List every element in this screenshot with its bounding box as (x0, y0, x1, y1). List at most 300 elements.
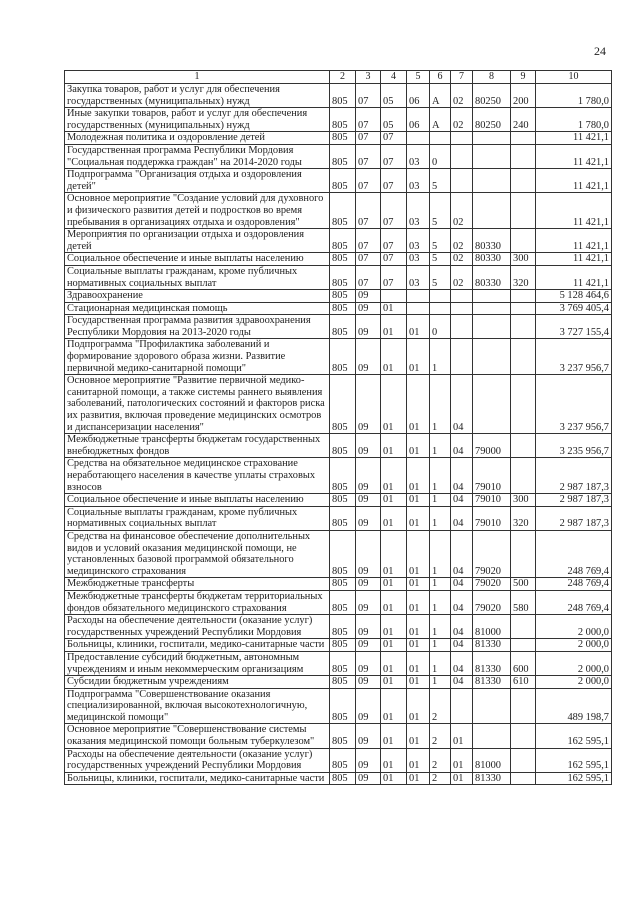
row-section: 07 (356, 169, 381, 193)
row-section: 09 (356, 339, 381, 375)
row-name: Межбюджетные трансферты бюджетам государственных внебюджетных фондов (65, 434, 330, 458)
row-expense-type (511, 339, 536, 375)
row-direction: 80330 (473, 265, 511, 289)
row-activity (451, 144, 473, 168)
row-ministry-code: 805 (330, 315, 356, 339)
table-row (65, 530, 612, 577)
row-section: 09 (356, 530, 381, 577)
row-section: 07 (356, 265, 381, 289)
row-name: Средства на обязательное медицинское страхование неработающего населения в качестве уплаты страховых взносов (65, 458, 330, 494)
column-header-3: 3 (356, 71, 381, 84)
row-subsection: 07 (381, 132, 407, 145)
row-name: Предоставление субсидий бюджетным, автономным учреждениям и иным некоммерческим организациям (65, 651, 330, 675)
row-name: Стационарная медицинская помощь (65, 302, 330, 315)
row-expense-type (511, 748, 536, 772)
row-subsection: 05 (381, 84, 407, 108)
row-subprogram: 5 (430, 265, 451, 289)
table-row (65, 676, 612, 689)
row-ministry-code: 805 (330, 265, 356, 289)
table-row (65, 506, 612, 530)
row-ministry-code: 805 (330, 494, 356, 507)
row-program: 01 (407, 434, 430, 458)
row-program: 01 (407, 639, 430, 652)
row-name: Средства на финансовое обеспечение дополнительных видов и условий оказания медицинской помощи, не установленных базовой программой обязательного медицинского страхования (65, 530, 330, 577)
row-subsection: 01 (381, 458, 407, 494)
row-expense-type (511, 290, 536, 303)
row-subprogram: 2 (430, 688, 451, 724)
budget-table (64, 70, 612, 785)
row-activity: 04 (451, 375, 473, 434)
row-direction (473, 144, 511, 168)
row-ministry-code: 805 (330, 724, 356, 748)
row-subprogram (430, 290, 451, 303)
row-subprogram: 0 (430, 144, 451, 168)
page-number: 24 (594, 44, 606, 58)
row-subprogram: 2 (430, 772, 451, 785)
row-subprogram: 1 (430, 434, 451, 458)
table-row (65, 724, 612, 748)
row-name: Основное мероприятие "Развитие первичной медико-санитарной помощи, а также системы раннего выявления заболеваний, патологических состояний и факторов риска их развития, включая проведение медицинских осмотров и диспансеризации населения" (65, 375, 330, 434)
row-amount: 1 780,0 (536, 84, 612, 108)
row-amount: 248 769,4 (536, 578, 612, 591)
row-ministry-code: 805 (330, 676, 356, 689)
row-section: 07 (356, 253, 381, 266)
row-activity: 02 (451, 108, 473, 132)
row-subprogram: 2 (430, 724, 451, 748)
row-subsection: 01 (381, 724, 407, 748)
row-direction (473, 688, 511, 724)
row-name: Иные закупки товаров, работ и услуг для обеспечения государственных (муниципальных) нужд (65, 108, 330, 132)
row-activity: 02 (451, 193, 473, 229)
table-row (65, 253, 612, 266)
row-expense-type (511, 434, 536, 458)
row-direction: 81330 (473, 651, 511, 675)
row-subsection: 07 (381, 193, 407, 229)
row-expense-type (511, 132, 536, 145)
row-direction: 79010 (473, 458, 511, 494)
table-row (65, 229, 612, 253)
row-ministry-code: 805 (330, 132, 356, 145)
row-program: 01 (407, 375, 430, 434)
row-subprogram: 1 (430, 615, 451, 639)
row-ministry-code: 805 (330, 688, 356, 724)
table-row (65, 132, 612, 145)
row-amount: 3 235 956,7 (536, 434, 612, 458)
row-name: Расходы на обеспечение деятельности (оказание услуг) государственных учреждений Республики Мордовия (65, 748, 330, 772)
table-row (65, 748, 612, 772)
row-program: 06 (407, 108, 430, 132)
row-name: Здравоохранение (65, 290, 330, 303)
row-name: Мероприятия по организации отдыха и оздоровления детей (65, 229, 330, 253)
row-amount: 11 421,1 (536, 132, 612, 145)
row-subsection: 05 (381, 108, 407, 132)
row-expense-type (511, 772, 536, 785)
row-direction (473, 193, 511, 229)
row-direction: 80250 (473, 84, 511, 108)
row-direction (473, 290, 511, 303)
row-expense-type (511, 169, 536, 193)
row-expense-type (511, 458, 536, 494)
row-subprogram: 2 (430, 748, 451, 772)
row-name: Молодежная политика и оздоровление детей (65, 132, 330, 145)
row-ministry-code: 805 (330, 651, 356, 675)
header-row (65, 71, 612, 84)
row-subprogram: 1 (430, 506, 451, 530)
row-subprogram (430, 132, 451, 145)
row-ministry-code: 805 (330, 290, 356, 303)
row-ministry-code: 805 (330, 578, 356, 591)
row-direction: 79000 (473, 434, 511, 458)
row-amount: 2 987 187,3 (536, 458, 612, 494)
row-activity (451, 169, 473, 193)
row-direction (473, 132, 511, 145)
row-subsection: 01 (381, 506, 407, 530)
row-program: 01 (407, 651, 430, 675)
row-expense-type (511, 315, 536, 339)
row-subsection: 01 (381, 772, 407, 785)
row-amount: 3 237 956,7 (536, 375, 612, 434)
row-program (407, 290, 430, 303)
row-activity (451, 339, 473, 375)
row-subprogram: 1 (430, 676, 451, 689)
row-direction (473, 339, 511, 375)
row-direction (473, 375, 511, 434)
row-amount: 11 421,1 (536, 229, 612, 253)
row-program: 01 (407, 590, 430, 614)
row-name: Межбюджетные трансферты (65, 578, 330, 591)
row-activity: 04 (451, 506, 473, 530)
table-row (65, 375, 612, 434)
column-header-9: 9 (511, 71, 536, 84)
row-section: 09 (356, 724, 381, 748)
row-direction: 81330 (473, 676, 511, 689)
row-subprogram: 1 (430, 578, 451, 591)
row-ministry-code: 805 (330, 772, 356, 785)
row-name: Государственная программа Республики Мордовия "Социальная поддержка граждан" на 2014-2020 годы (65, 144, 330, 168)
row-activity (451, 315, 473, 339)
row-program: 01 (407, 494, 430, 507)
row-amount: 11 421,1 (536, 193, 612, 229)
row-section: 07 (356, 108, 381, 132)
table-row (65, 315, 612, 339)
row-amount: 2 000,0 (536, 639, 612, 652)
row-activity: 04 (451, 530, 473, 577)
row-subprogram: А (430, 84, 451, 108)
row-subsection (381, 290, 407, 303)
table-row (65, 688, 612, 724)
row-direction: 79010 (473, 506, 511, 530)
column-header-4: 4 (381, 71, 407, 84)
row-name: Расходы на обеспечение деятельности (оказание услуг) государственных учреждений Республики Мордовия (65, 615, 330, 639)
row-program: 01 (407, 315, 430, 339)
row-program: 01 (407, 688, 430, 724)
row-subsection: 07 (381, 253, 407, 266)
row-subsection: 07 (381, 265, 407, 289)
row-direction: 80250 (473, 108, 511, 132)
row-amount: 248 769,4 (536, 530, 612, 577)
row-name: Социальное обеспечение и иные выплаты населению (65, 494, 330, 507)
row-section: 09 (356, 434, 381, 458)
table-row (65, 169, 612, 193)
row-activity: 04 (451, 578, 473, 591)
row-subsection: 01 (381, 639, 407, 652)
row-ministry-code: 805 (330, 229, 356, 253)
row-subsection: 01 (381, 615, 407, 639)
row-subsection: 01 (381, 339, 407, 375)
row-amount: 2 000,0 (536, 676, 612, 689)
row-program: 01 (407, 724, 430, 748)
row-name: Субсидии бюджетным учреждениям (65, 676, 330, 689)
row-subprogram: 1 (430, 339, 451, 375)
row-activity: 01 (451, 772, 473, 785)
row-subprogram (430, 302, 451, 315)
row-direction (473, 315, 511, 339)
row-subprogram: 1 (430, 530, 451, 577)
row-program: 01 (407, 615, 430, 639)
row-expense-type: 320 (511, 506, 536, 530)
row-amount: 489 198,7 (536, 688, 612, 724)
row-expense-type: 500 (511, 578, 536, 591)
row-direction: 79020 (473, 590, 511, 614)
row-ministry-code: 805 (330, 506, 356, 530)
row-activity: 04 (451, 590, 473, 614)
row-expense-type: 580 (511, 590, 536, 614)
row-section: 09 (356, 506, 381, 530)
table-row (65, 590, 612, 614)
row-section: 09 (356, 639, 381, 652)
row-activity: 04 (451, 639, 473, 652)
row-section: 07 (356, 193, 381, 229)
row-section: 09 (356, 315, 381, 339)
row-direction: 80330 (473, 253, 511, 266)
row-section: 07 (356, 229, 381, 253)
row-name: Подпрограмма "Организация отдыха и оздоровления детей" (65, 169, 330, 193)
row-ministry-code: 805 (330, 253, 356, 266)
row-activity: 02 (451, 253, 473, 266)
row-subprogram: 1 (430, 458, 451, 494)
row-activity: 01 (451, 748, 473, 772)
row-direction: 81330 (473, 639, 511, 652)
column-header-10: 10 (536, 71, 612, 84)
row-subprogram: 0 (430, 315, 451, 339)
row-name: Государственная программа развития здравоохранения Республики Мордовия на 2013-2020 годы (65, 315, 330, 339)
row-subsection: 07 (381, 169, 407, 193)
row-program: 01 (407, 748, 430, 772)
row-activity: 04 (451, 494, 473, 507)
row-direction: 81000 (473, 615, 511, 639)
row-name: Больницы, клиники, госпитали, медико-санитарные части (65, 639, 330, 652)
row-program: 03 (407, 229, 430, 253)
table-row (65, 434, 612, 458)
row-name: Межбюджетные трансферты бюджетам территориальных фондов обязательного медицинского страхования (65, 590, 330, 614)
row-activity: 04 (451, 676, 473, 689)
row-program: 01 (407, 530, 430, 577)
row-program: 01 (407, 506, 430, 530)
row-section: 09 (356, 590, 381, 614)
row-activity: 01 (451, 724, 473, 748)
row-subprogram: 1 (430, 494, 451, 507)
row-subprogram: 5 (430, 229, 451, 253)
row-direction: 81000 (473, 748, 511, 772)
row-subsection: 01 (381, 590, 407, 614)
row-ministry-code: 805 (330, 339, 356, 375)
row-subsection: 01 (381, 651, 407, 675)
row-program: 03 (407, 253, 430, 266)
row-program (407, 302, 430, 315)
table-row (65, 290, 612, 303)
row-program: 01 (407, 578, 430, 591)
row-ministry-code: 805 (330, 375, 356, 434)
table-row (65, 615, 612, 639)
row-amount: 5 128 464,6 (536, 290, 612, 303)
table-row (65, 193, 612, 229)
row-ministry-code: 805 (330, 108, 356, 132)
row-section: 07 (356, 144, 381, 168)
row-subprogram: 5 (430, 193, 451, 229)
row-subprogram: 5 (430, 169, 451, 193)
row-section: 09 (356, 676, 381, 689)
row-amount: 162 595,1 (536, 748, 612, 772)
row-program: 03 (407, 265, 430, 289)
row-expense-type (511, 530, 536, 577)
row-subsection: 01 (381, 375, 407, 434)
row-activity: 02 (451, 229, 473, 253)
table-row (65, 84, 612, 108)
row-subprogram: А (430, 108, 451, 132)
row-activity (451, 302, 473, 315)
row-amount: 2 000,0 (536, 615, 612, 639)
row-expense-type: 300 (511, 253, 536, 266)
table-row (65, 108, 612, 132)
row-activity (451, 688, 473, 724)
column-header-5: 5 (407, 71, 430, 84)
row-subsection: 01 (381, 494, 407, 507)
row-ministry-code: 805 (330, 144, 356, 168)
row-ministry-code: 805 (330, 639, 356, 652)
row-program: 01 (407, 772, 430, 785)
row-amount: 11 421,1 (536, 265, 612, 289)
row-ministry-code: 805 (330, 615, 356, 639)
row-ministry-code: 805 (330, 169, 356, 193)
column-header-8: 8 (473, 71, 511, 84)
row-name: Подпрограмма "Профилактика заболеваний и формирование здорового образа жизни. Развитие первичной медико-санитарной помощи" (65, 339, 330, 375)
row-amount: 3 237 956,7 (536, 339, 612, 375)
row-activity (451, 290, 473, 303)
row-section: 09 (356, 688, 381, 724)
row-ministry-code: 805 (330, 590, 356, 614)
row-activity (451, 132, 473, 145)
row-section: 09 (356, 578, 381, 591)
row-amount: 162 595,1 (536, 724, 612, 748)
row-activity: 04 (451, 651, 473, 675)
row-direction (473, 302, 511, 315)
table-row (65, 458, 612, 494)
row-subsection: 01 (381, 748, 407, 772)
table-row (65, 772, 612, 785)
table-row (65, 144, 612, 168)
row-direction (473, 169, 511, 193)
row-section: 09 (356, 458, 381, 494)
row-ministry-code: 805 (330, 84, 356, 108)
column-header-2: 2 (330, 71, 356, 84)
row-section: 09 (356, 748, 381, 772)
row-expense-type (511, 193, 536, 229)
row-section: 09 (356, 494, 381, 507)
row-program: 03 (407, 193, 430, 229)
row-section: 09 (356, 615, 381, 639)
row-program: 01 (407, 676, 430, 689)
row-subsection: 07 (381, 144, 407, 168)
row-activity: 04 (451, 434, 473, 458)
row-subprogram: 1 (430, 639, 451, 652)
row-expense-type (511, 144, 536, 168)
row-direction: 79020 (473, 578, 511, 591)
row-expense-type (511, 724, 536, 748)
row-amount: 11 421,1 (536, 144, 612, 168)
row-amount: 2 987 187,3 (536, 506, 612, 530)
row-section: 07 (356, 84, 381, 108)
table-row (65, 339, 612, 375)
row-name: Социальные выплаты гражданам, кроме публичных нормативных социальных выплат (65, 506, 330, 530)
row-expense-type: 600 (511, 651, 536, 675)
row-name: Социальное обеспечение и иные выплаты населению (65, 253, 330, 266)
row-name: Основное мероприятие "Создание условий для духовного и физического развития детей и подростков во время пребывания в организациях отдыха и оздоровления" (65, 193, 330, 229)
row-amount: 11 421,1 (536, 253, 612, 266)
row-direction (473, 724, 511, 748)
row-amount: 2 000,0 (536, 651, 612, 675)
row-expense-type: 200 (511, 84, 536, 108)
row-section: 07 (356, 132, 381, 145)
row-expense-type: 610 (511, 676, 536, 689)
row-subprogram: 1 (430, 375, 451, 434)
table-row (65, 494, 612, 507)
row-subsection: 01 (381, 302, 407, 315)
table-row (65, 302, 612, 315)
row-ministry-code: 805 (330, 302, 356, 315)
row-expense-type: 240 (511, 108, 536, 132)
row-activity: 04 (451, 458, 473, 494)
row-amount: 3 727 155,4 (536, 315, 612, 339)
row-program: 01 (407, 458, 430, 494)
row-activity: 02 (451, 265, 473, 289)
row-section: 09 (356, 290, 381, 303)
row-subsection: 07 (381, 229, 407, 253)
row-ministry-code: 805 (330, 193, 356, 229)
column-header-1: 1 (65, 71, 330, 84)
column-header-7: 7 (451, 71, 473, 84)
row-section: 09 (356, 375, 381, 434)
row-direction: 80330 (473, 229, 511, 253)
row-section: 09 (356, 651, 381, 675)
row-expense-type (511, 302, 536, 315)
row-ministry-code: 805 (330, 530, 356, 577)
row-program: 03 (407, 144, 430, 168)
row-expense-type: 320 (511, 265, 536, 289)
row-subsection: 01 (381, 578, 407, 591)
row-program: 06 (407, 84, 430, 108)
row-subprogram: 1 (430, 590, 451, 614)
row-ministry-code: 805 (330, 434, 356, 458)
row-program (407, 132, 430, 145)
row-activity: 04 (451, 615, 473, 639)
row-direction: 81330 (473, 772, 511, 785)
row-expense-type (511, 688, 536, 724)
row-section: 09 (356, 772, 381, 785)
table-row (65, 639, 612, 652)
row-expense-type (511, 639, 536, 652)
table-row (65, 651, 612, 675)
row-direction: 79010 (473, 494, 511, 507)
